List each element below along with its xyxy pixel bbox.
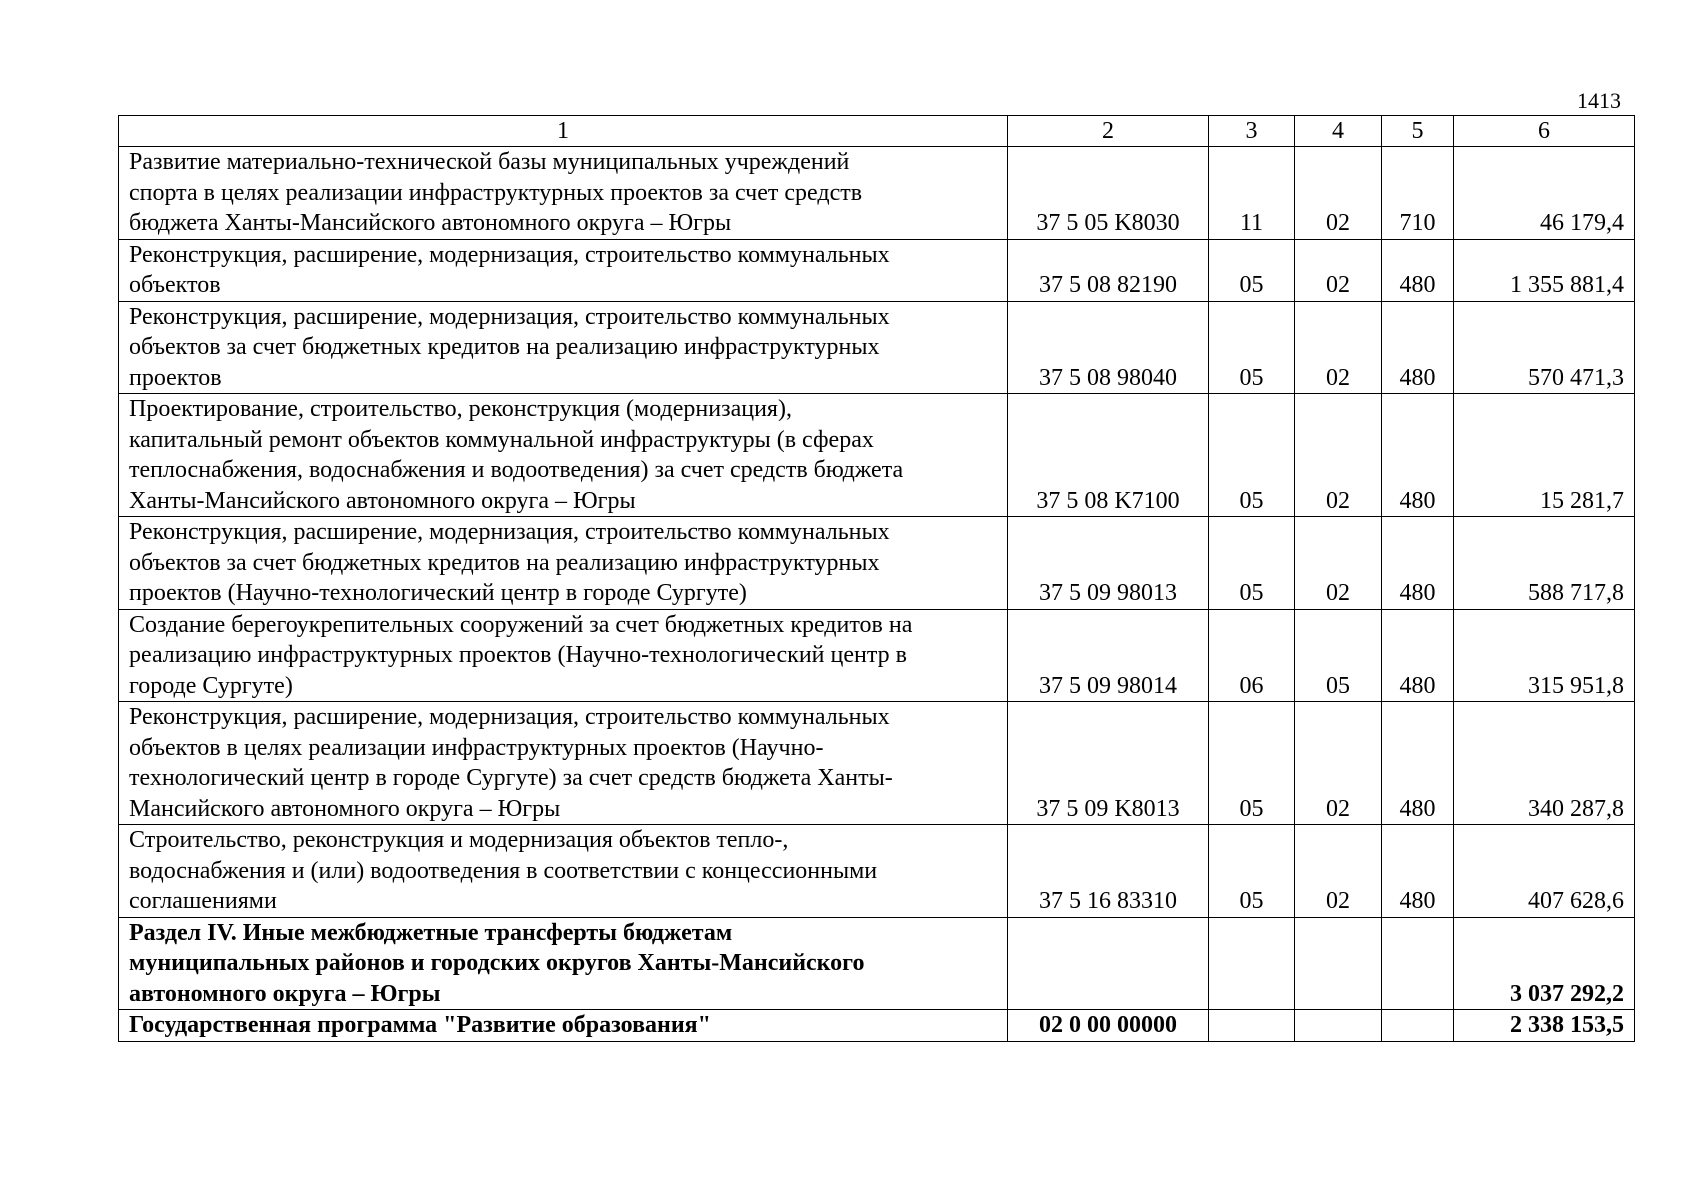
row-name-cell	[119, 825, 1008, 918]
row-section-cell: 05	[1209, 517, 1295, 610]
row-type-cell	[1382, 1010, 1454, 1042]
row-subsection-cell: 02	[1295, 147, 1382, 240]
row-name-cell	[119, 702, 1008, 825]
row-code-cell: 37 5 08 98040	[1008, 301, 1209, 394]
table-row	[119, 301, 1635, 394]
row-subsection-cell	[1295, 1010, 1382, 1042]
row-name-line: проектов	[129, 364, 222, 391]
row-code-cell	[1008, 917, 1209, 1010]
row-name-line: Реконструкция, расширение, модернизация, строительство коммунальных	[129, 519, 890, 545]
row-section-cell: 05	[1209, 394, 1295, 517]
row-section-cell: 05	[1209, 825, 1295, 918]
row-name-line: капитальный ремонт объектов коммунальной инфраструктуры (в сферах	[129, 426, 874, 453]
table-row	[119, 239, 1635, 301]
row-name-line: объектов за счет бюджетных кредитов на реализацию инфраструктурных	[129, 334, 880, 360]
row-name-line: Ханты-Мансийского автономного округа – Югры	[129, 487, 636, 514]
row-type-cell: 480	[1382, 301, 1454, 394]
row-name-cell	[119, 917, 1008, 1010]
row-section-cell	[1209, 917, 1295, 1010]
row-type-cell: 480	[1382, 609, 1454, 702]
row-subsection-cell: 02	[1295, 517, 1382, 610]
row-name-line: объектов	[129, 272, 221, 298]
header-cell-1: 1	[119, 116, 1008, 147]
row-name-line: городе Сургуте)	[129, 672, 293, 699]
row-name-line: технологический центр в городе Сургуте) за счет средств бюджета Ханты-	[129, 765, 893, 791]
table-row	[119, 394, 1635, 517]
row-type-cell: 480	[1382, 517, 1454, 610]
row-section-cell: 05	[1209, 702, 1295, 825]
row-section-cell: 05	[1209, 301, 1295, 394]
row-subsection-cell: 02	[1295, 394, 1382, 517]
row-type-cell: 480	[1382, 825, 1454, 918]
row-amount-cell: 407 628,6	[1454, 825, 1635, 918]
row-type-cell: 710	[1382, 147, 1454, 240]
table-body	[119, 147, 1635, 1042]
row-code-cell: 37 5 08 K7100	[1008, 394, 1209, 517]
header-cell-2: 2	[1008, 116, 1209, 147]
row-code-cell: 37 5 16 83310	[1008, 825, 1209, 918]
row-name-line: объектов в целях реализации инфраструктурных проектов (Научно-	[129, 734, 824, 761]
row-name-cell	[119, 1010, 1008, 1042]
row-name-line: Реконструкция, расширение, модернизация, строительство коммунальных	[129, 241, 890, 268]
row-name-line: Развитие материально-технической базы муниципальных учреждений	[129, 149, 850, 175]
row-type-cell: 480	[1382, 394, 1454, 517]
row-code-cell: 02 0 00 00000	[1008, 1010, 1209, 1042]
row-name-line: Раздел IV. Иные межбюджетные трансферты бюджетам	[129, 919, 733, 946]
row-code-cell: 37 5 09 98014	[1008, 609, 1209, 702]
row-amount-cell: 315 951,8	[1454, 609, 1635, 702]
row-subsection-cell: 02	[1295, 825, 1382, 918]
row-code-cell: 37 5 05 K8030	[1008, 147, 1209, 240]
row-section-cell	[1209, 1010, 1295, 1042]
row-name-line: муниципальных районов и городских округов Ханты-Мансийского	[129, 950, 865, 976]
row-subsection-cell	[1295, 917, 1382, 1010]
row-name-cell	[119, 609, 1008, 702]
header-cell-3: 3	[1209, 116, 1295, 147]
row-code-cell: 37 5 08 82190	[1008, 239, 1209, 301]
row-amount-cell: 2 338 153,5	[1454, 1010, 1635, 1042]
row-name-line: Проектирование, строительство, реконструкция (модернизация),	[129, 396, 792, 422]
row-name-line: Государственная программа "Развитие образования"	[129, 1012, 711, 1038]
table-row	[119, 609, 1635, 702]
row-section-cell: 11	[1209, 147, 1295, 240]
header-cell-4: 4	[1295, 116, 1382, 147]
row-name-cell	[119, 147, 1008, 240]
row-subsection-cell: 02	[1295, 702, 1382, 825]
row-subsection-cell: 02	[1295, 301, 1382, 394]
row-subsection-cell: 05	[1295, 609, 1382, 702]
row-amount-cell: 570 471,3	[1454, 301, 1635, 394]
row-name-cell	[119, 394, 1008, 517]
row-name-line: объектов за счет бюджетных кредитов на реализацию инфраструктурных	[129, 549, 880, 576]
row-name-line: водоснабжения и (или) водоотведения в соответствии с концессионными	[129, 857, 878, 884]
row-name-line: теплоснабжения, водоснабжения и водоотведения) за счет средств бюджета	[129, 457, 904, 483]
row-name-line: реализацию инфраструктурных проектов (Научно-технологический центр в	[129, 642, 907, 668]
row-amount-cell: 588 717,8	[1454, 517, 1635, 610]
row-code-cell: 37 5 09 98013	[1008, 517, 1209, 610]
table-row	[119, 147, 1635, 240]
row-amount-cell: 46 179,4	[1454, 147, 1635, 240]
row-name-line: Создание берегоукрепительных сооружений за счет бюджетных кредитов на	[129, 611, 913, 638]
row-code-cell: 37 5 09 K8013	[1008, 702, 1209, 825]
row-name-cell	[119, 517, 1008, 610]
page-number: 1413	[1577, 88, 1621, 113]
budget-table	[118, 115, 1635, 1042]
row-amount-cell: 15 281,7	[1454, 394, 1635, 517]
table-row	[119, 517, 1635, 610]
row-name-line: Реконструкция, расширение, модернизация, строительство коммунальных	[129, 303, 890, 330]
row-amount-cell: 3 037 292,2	[1454, 917, 1635, 1010]
row-name-line: бюджета Ханты-Мансийского автономного округа – Югры	[129, 210, 732, 236]
row-name-line: Реконструкция, расширение, модернизация, строительство коммунальных	[129, 704, 890, 730]
row-name-line: Строительство, реконструкция и модернизация объектов тепло-,	[129, 827, 789, 853]
table-row	[119, 917, 1635, 1010]
row-subsection-cell: 02	[1295, 239, 1382, 301]
row-section-cell: 05	[1209, 239, 1295, 301]
row-type-cell	[1382, 917, 1454, 1010]
row-type-cell: 480	[1382, 239, 1454, 301]
header-cell-6: 6	[1454, 116, 1635, 147]
table-row	[119, 1010, 1635, 1042]
row-name-line: Мансийского автономного округа – Югры	[129, 795, 561, 822]
row-section-cell: 06	[1209, 609, 1295, 702]
row-name-line: автономного округа – Югры	[129, 980, 441, 1007]
row-amount-cell: 340 287,8	[1454, 702, 1635, 825]
header-cell-5: 5	[1382, 116, 1454, 147]
row-name-cell	[119, 301, 1008, 394]
table-header-row	[119, 116, 1635, 147]
table-row	[119, 825, 1635, 918]
row-amount-cell: 1 355 881,4	[1454, 239, 1635, 301]
row-name-cell	[119, 239, 1008, 301]
row-name-line: проектов (Научно-технологический центр в городе Сургуте)	[129, 580, 747, 606]
row-type-cell: 480	[1382, 702, 1454, 825]
row-name-line: соглашениями	[129, 888, 277, 914]
table-row	[119, 702, 1635, 825]
row-name-line: спорта в целях реализации инфраструктурных проектов за счет средств	[129, 179, 863, 206]
